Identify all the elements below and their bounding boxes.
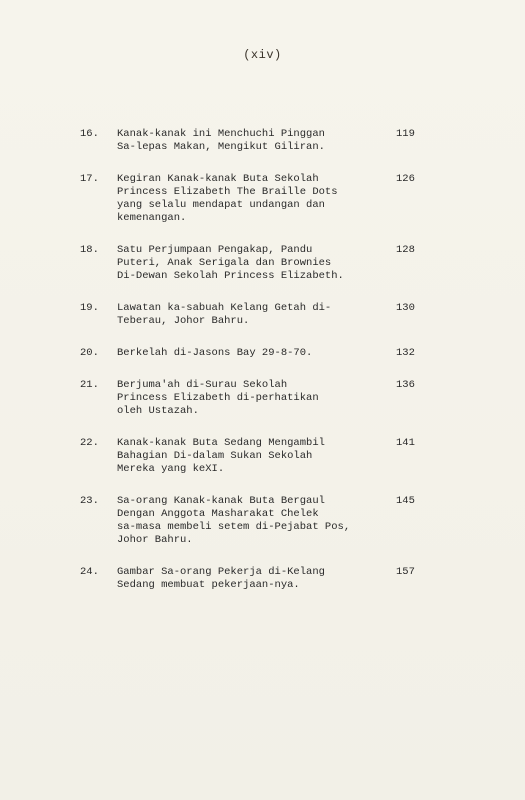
- list-item: [0, 495, 525, 547]
- list-item: [0, 173, 525, 225]
- entry-page-number: 145: [396, 495, 415, 507]
- entry-page-number: 126: [396, 173, 415, 185]
- list-item: [0, 379, 525, 418]
- entry-number: 21.: [80, 379, 99, 391]
- entry-page-number: 130: [396, 302, 415, 314]
- entry-page-number: 136: [396, 379, 415, 391]
- entry-caption: Berjuma'ah di-Surau Sekolah Princess Elizabeth di-perhatikan oleh Ustazah.: [117, 379, 319, 417]
- entry-caption: Kanak-kanak Buta Sedang Mengambil Bahagian Di-dalam Sukan Sekolah Mereka yang keXI.: [117, 437, 325, 475]
- list-item: [0, 347, 525, 360]
- entry-page-number: 141: [396, 437, 415, 449]
- entry-number: 19.: [80, 302, 99, 314]
- list-item: [0, 437, 525, 476]
- entry-caption: Kegiran Kanak-kanak Buta Sekolah Princess Elizabeth The Braille Dots yang selalu mendapat undangan dan kemenangan.: [117, 173, 338, 224]
- entry-page-number: 132: [396, 347, 415, 359]
- entry-number: 18.: [80, 244, 99, 256]
- entry-number: 17.: [80, 173, 99, 185]
- entry-number: 16.: [80, 128, 99, 140]
- list-of-illustrations: [0, 128, 525, 611]
- entry-caption: Lawatan ka-sabuah Kelang Getah di- Teberau, Johor Bahru.: [117, 302, 332, 327]
- entry-caption: Gambar Sa-orang Pekerja di-Kelang Sedang membuat pekerjaan-nya.: [117, 566, 325, 591]
- list-item: [0, 566, 525, 592]
- entry-caption: Kanak-kanak ini Menchuchi Pinggan Sa-lepas Makan, Mengikut Giliran.: [117, 128, 325, 153]
- list-item: [0, 244, 525, 283]
- list-item: [0, 302, 525, 328]
- entry-caption: Berkelah di-Jasons Bay 29-8-70.: [117, 347, 313, 359]
- entry-number: 24.: [80, 566, 99, 578]
- entry-number: 22.: [80, 437, 99, 449]
- list-item: [0, 128, 525, 154]
- entry-page-number: 119: [396, 128, 415, 140]
- entry-page-number: 128: [396, 244, 415, 256]
- entry-caption: Sa-orang Kanak-kanak Buta Bergaul Dengan Anggota Masharakat Chelek sa-masa membeli setem di-Pejabat Pos, Johor Bahru.: [117, 495, 351, 546]
- entry-page-number: 157: [396, 566, 415, 578]
- page-marker: (xiv): [243, 48, 282, 62]
- entry-number: 20.: [80, 347, 99, 359]
- entry-caption: Satu Perjumpaan Pengakap, Pandu Puteri, Anak Serigala dan Brownies Di-Dewan Sekolah Princess Elizabeth.: [117, 244, 344, 282]
- entry-number: 23.: [80, 495, 99, 507]
